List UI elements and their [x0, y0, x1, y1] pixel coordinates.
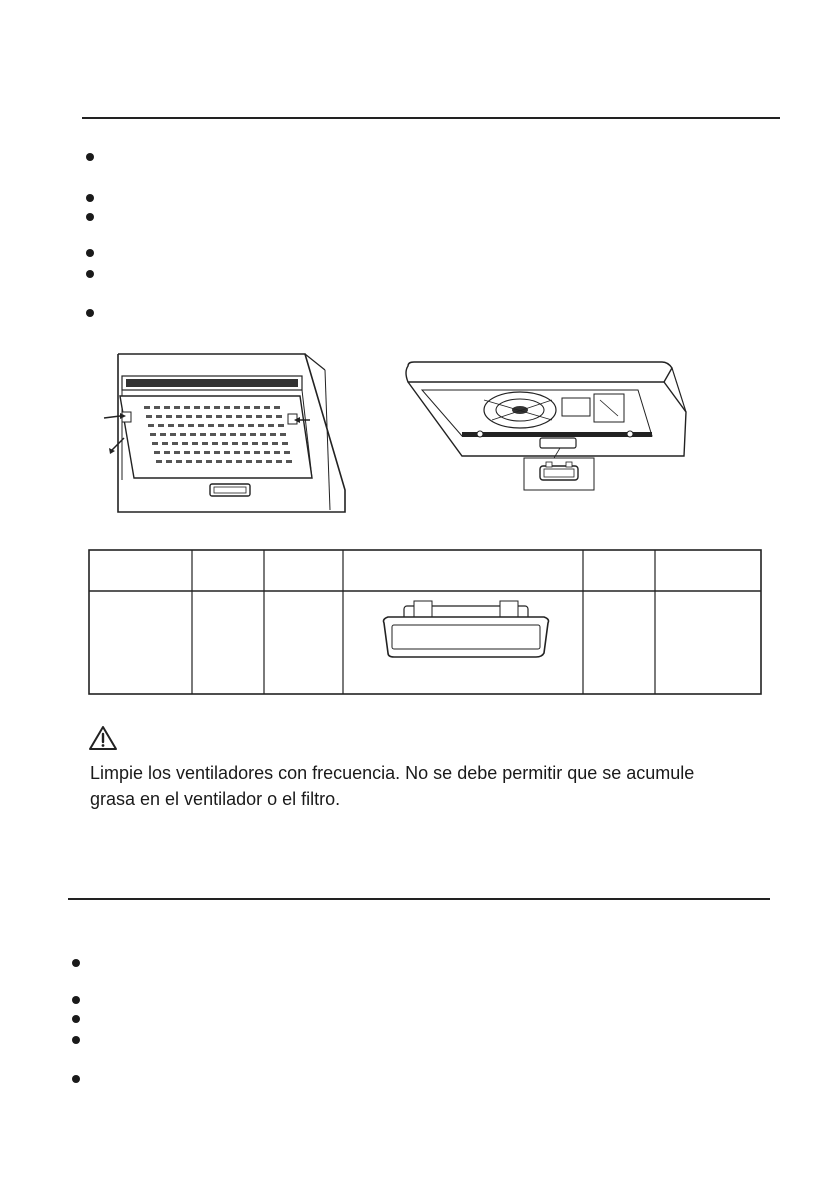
list-bullet [86, 194, 94, 202]
light-cover-part-illustration [384, 601, 549, 657]
section-2-rule [68, 898, 770, 900]
list-bullet [86, 153, 94, 161]
list-bullet [72, 959, 80, 967]
list-bullet [72, 1036, 80, 1044]
section-1-rule [82, 117, 780, 119]
list-bullet [86, 270, 94, 278]
parts-table [88, 549, 762, 695]
list-bullet [72, 996, 80, 1004]
list-bullet [86, 249, 94, 257]
warning-text-line-2: grasa en el ventilador o el filtro. [90, 789, 341, 809]
warning-text-line-1: Limpie los ventiladores con frecuencia. No se debe permitir que se acumule [90, 763, 695, 783]
list-bullet [86, 309, 94, 317]
warning-triangle-icon [88, 725, 118, 751]
hood-underside-illustration [402, 360, 692, 492]
warning-text [90, 760, 790, 812]
hood-filter-removal-illustration [100, 350, 350, 515]
list-bullet [72, 1075, 80, 1083]
list-bullet [86, 213, 94, 221]
list-bullet [72, 1015, 80, 1023]
